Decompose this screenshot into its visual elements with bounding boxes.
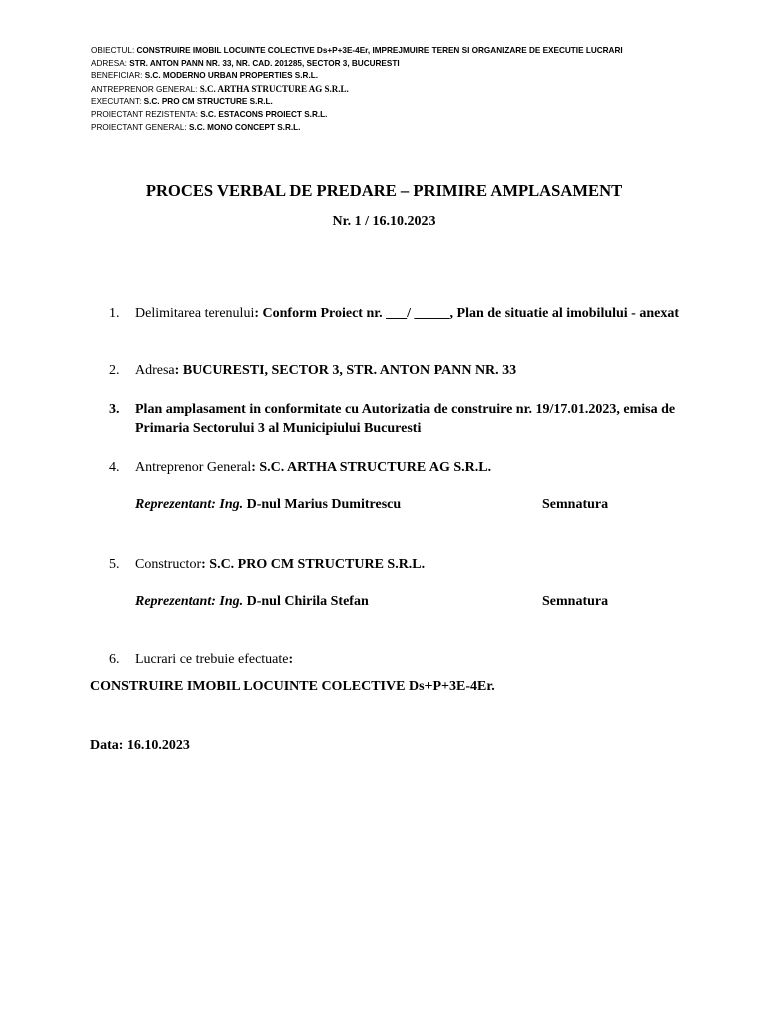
header-proiectant-rezistenta: PROIECTANT REZISTENTA: S.C. ESTACONS PROIECT S.R.L.	[91, 109, 328, 119]
list-item-constructor: 5. Constructor: S.C. PRO CM STRUCTURE S.R.L.	[109, 557, 426, 572]
list-item-delimitare: 1. Delimitarea terenului: Conform Proiect nr. ___/ _____, Plan de situatie al imobilului - anexat	[109, 306, 680, 321]
document-number: Nr. 1 / 16.10.2023	[332, 214, 436, 229]
header-obiectul: OBIECTUL: CONSTRUIRE IMOBIL LOCUINTE COLECTIVE Ds+P+3E-4Er, IMPREJMUIRE TEREN SI ORGANIZARE DE EXECUTIE LUCRARI	[91, 46, 623, 55]
signature-constructor: Semnatura	[542, 594, 609, 609]
header-adresa: ADRESA: STR. ANTON PANN NR. 33, NR. CAD. 201285, SECTOR 3, BUCURESTI	[91, 58, 400, 68]
representative-antreprenor: Reprezentant: Ing. D-nul Marius Dumitrescu	[135, 497, 402, 512]
signature-antreprenor: Semnatura	[542, 497, 609, 512]
header-executant: EXECUTANT: S.C. PRO CM STRUCTURE S.R.L.	[91, 97, 273, 107]
document-title: PROCES VERBAL DE PREDARE – PRIMIRE AMPLASAMENT	[145, 181, 623, 200]
list-item-antreprenor: 4. Antreprenor General: S.C. ARTHA STRUCTURE AG S.R.L.	[109, 460, 492, 475]
representative-constructor: Reprezentant: Ing. D-nul Chirila Stefan	[135, 594, 369, 609]
list-item-adresa: 2. Adresa: BUCURESTI, SECTOR 3, STR. ANTON PANN NR. 33	[109, 363, 517, 378]
works-description: CONSTRUIRE IMOBIL LOCUINTE COLECTIVE Ds+P+3E-4Er.	[90, 679, 495, 694]
header-beneficiar: BENEFICIAR: S.C. MODERNO URBAN PROPERTIES S.R.L.	[91, 71, 319, 81]
header-antreprenor: ANTREPRENOR GENERAL: S.C. ARTHA STRUCTURE AG S.R.L.	[91, 83, 349, 94]
list-item-lucrari: 6. Lucrari ce trebuie efectuate:	[109, 652, 294, 667]
list-item-plan-amplasament: 3. Plan amplasament in conformitate cu Autorizatia de construire nr. 19/17.01.2023, emisa de Primaria Sectorului 3 al Municipiului Bucuresti	[109, 402, 676, 436]
document-header	[91, 45, 731, 134]
document-date: Data: 16.10.2023	[90, 738, 190, 753]
header-proiectant-general: PROIECTANT GENERAL: S.C. MONO CONCEPT S.R.L.	[91, 122, 301, 132]
